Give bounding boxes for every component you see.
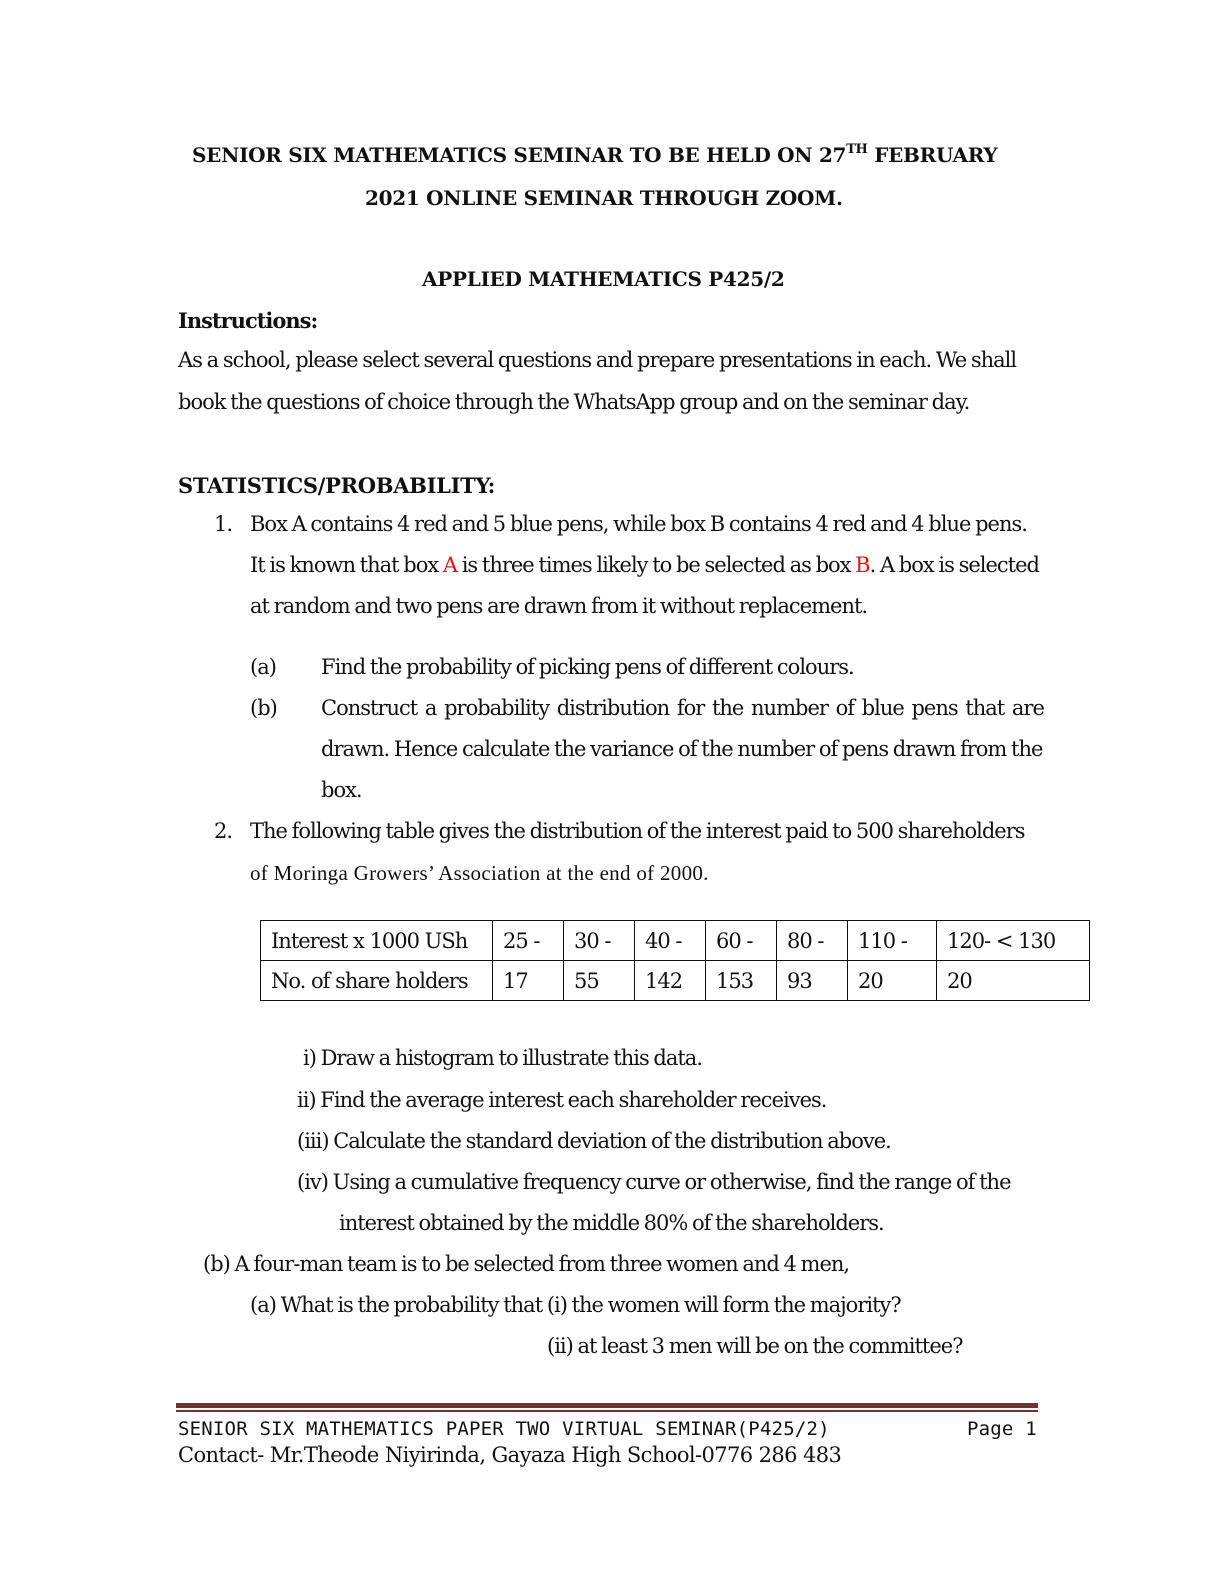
- table-cell: No. of share holders: [261, 961, 493, 1001]
- instructions-heading: Instructions:: [178, 308, 318, 333]
- table-cell: 20: [848, 961, 937, 1001]
- q2-part-iv-line2: interest obtained by the middle 80% of the shareholders.: [339, 1211, 884, 1235]
- q1-line1: Box A contains 4 red and 5 blue pens, while box B contains 4 red and 4 blue pens.: [250, 512, 1027, 536]
- table-row: [261, 921, 1090, 961]
- page-title-line1: [192, 143, 997, 167]
- table-cell: 25 -: [493, 921, 564, 961]
- footer-rule-thin: [176, 1410, 1038, 1412]
- table-cell: 60 -: [706, 921, 777, 961]
- q2-part-iv-line1: (iv) Using a cumulative frequency curve or otherwise, find the range of the: [297, 1170, 1011, 1194]
- q2-line2: of Moringa Growers’ Association at the end of 2000.: [250, 861, 709, 885]
- q2-part-iii: (iii) Calculate the standard deviation of the distribution above.: [297, 1129, 891, 1153]
- section-heading: STATISTICS/PROBABILITY:: [178, 473, 496, 498]
- q1-line3: at random and two pens are drawn from it without replacement.: [250, 594, 868, 618]
- interest-distribution-table: [260, 920, 1090, 1001]
- instructions-line1: As a school, please select several questions and prepare presentations in each. We shall: [178, 348, 1017, 372]
- table-cell: 153: [706, 961, 777, 1001]
- q1b-line3: box.: [321, 778, 362, 802]
- table-cell: 20: [937, 961, 1090, 1001]
- q1-line2: [250, 553, 1039, 577]
- q2-number: 2.: [214, 819, 233, 843]
- q1-number: 1.: [214, 512, 233, 536]
- table-cell: 55: [564, 961, 635, 1001]
- table-row: [261, 961, 1090, 1001]
- paper-subtitle: APPLIED MATHEMATICS P425/2: [422, 267, 785, 291]
- instructions-line2: book the questions of choice through the WhatsApp group and on the seminar day.: [178, 390, 970, 414]
- q2-part-b: (b) A four-man team is to be selected from three women and 4 men,: [203, 1252, 850, 1276]
- table-cell: 17: [493, 961, 564, 1001]
- q1-line2-text-a: It is known that box: [250, 553, 443, 577]
- table-cell: 30 -: [564, 921, 635, 961]
- table-cell: 40 -: [635, 921, 706, 961]
- footer-contact: Contact- Mr.Theode Niyirinda, Gayaza High School-0776 286 483: [178, 1443, 842, 1467]
- q2-part-b-a: (a) What is the probability that (i) the women will form the majority?: [250, 1293, 901, 1317]
- title-superscript: TH: [846, 142, 868, 157]
- q1-box-b-highlight: B: [855, 553, 870, 577]
- title-text-b: FEBRUARY: [867, 143, 998, 167]
- table-cell: 93: [777, 961, 848, 1001]
- q2-part-ii: ii) Find the average interest each shareholder receives.: [297, 1088, 827, 1112]
- footer-title: SENIOR SIX MATHEMATICS PAPER TWO VIRTUAL SEMINAR(P425/2): [178, 1418, 830, 1440]
- table-cell: 120- < 130: [937, 921, 1090, 961]
- q1-box-a-highlight: A: [442, 553, 458, 577]
- q1b-label: (b): [250, 696, 277, 720]
- q1-line2-text-b: is three times likely to be selected as box: [457, 553, 856, 577]
- q2-part-b-a-ii: (ii) at least 3 men will be on the committee?: [547, 1334, 963, 1358]
- table-cell: Interest x 1000 USh: [261, 921, 493, 961]
- table-cell: 110 -: [848, 921, 937, 961]
- q2-line1: The following table gives the distribution of the interest paid to 500 shareholders: [250, 819, 1025, 843]
- page-title-line2: 2021 ONLINE SEMINAR THROUGH ZOOM.: [365, 186, 843, 210]
- table-cell: 142: [635, 961, 706, 1001]
- q1-line2-text-c: . A box is selected: [869, 553, 1039, 577]
- q1a-text: Find the probability of picking pens of different colours.: [321, 655, 854, 679]
- table-cell: 80 -: [777, 921, 848, 961]
- q1b-line1: Construct a probability distribution for the number of blue pens that are: [321, 696, 1044, 720]
- q1b-line2: drawn. Hence calculate the variance of the number of pens drawn from the: [321, 737, 1043, 761]
- title-text-a: SENIOR SIX MATHEMATICS SEMINAR TO BE HELD ON 27: [192, 143, 847, 167]
- footer-page-number: Page 1: [967, 1418, 1037, 1440]
- q1a-label: (a): [250, 655, 276, 679]
- footer-rule-thick: [176, 1403, 1038, 1408]
- q2-part-i: i) Draw a histogram to illustrate this data.: [303, 1046, 702, 1070]
